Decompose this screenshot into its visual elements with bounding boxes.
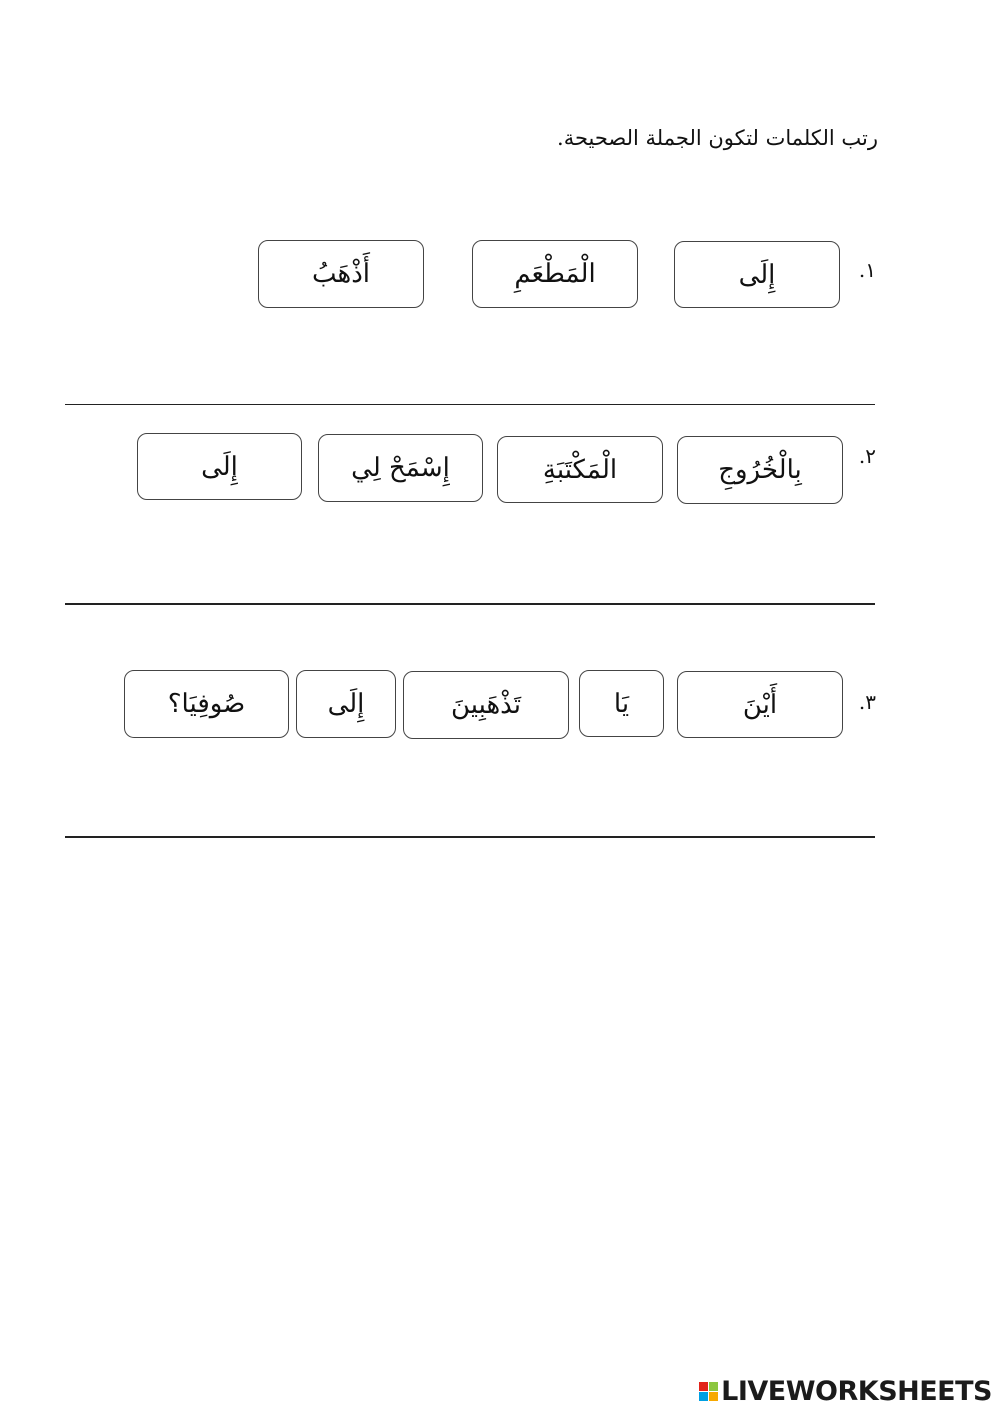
brand-name: LIVEWORKSHEETS (721, 1376, 992, 1407)
word-tile[interactable]: الْمَكْتَبَةِ (497, 436, 663, 503)
word-tile[interactable]: بِالْخُرُوجِ (677, 436, 843, 504)
question-number: ٢. (858, 444, 876, 468)
instruction: رتب الكلمات لتكون الجملة الصحيحة. (557, 126, 878, 150)
brand-mark-icon (699, 1382, 718, 1401)
answer-line (65, 836, 875, 838)
word-tile[interactable]: أَيْنَ (677, 671, 843, 738)
answer-line (65, 603, 875, 605)
brand-logo[interactable] (699, 1376, 992, 1407)
word-tile[interactable]: الْمَطْعَمِ (472, 240, 638, 308)
answer-line (65, 404, 875, 405)
word-tile[interactable]: صُوفِيَا؟ (124, 670, 289, 738)
word-tile[interactable]: إِسْمَحْ لِي (318, 434, 483, 502)
word-tile[interactable]: يَا (579, 670, 664, 737)
question-number: ٣. (858, 690, 876, 714)
word-tile[interactable]: إِلَى (296, 670, 396, 738)
question-number: ١. (858, 258, 876, 282)
word-tile[interactable]: إِلَى (674, 241, 840, 308)
word-tile[interactable]: إِلَى (137, 433, 302, 500)
word-tile[interactable]: أَذْهَبُ (258, 240, 424, 308)
word-tile[interactable]: تَذْهَبِينَ (403, 671, 569, 739)
